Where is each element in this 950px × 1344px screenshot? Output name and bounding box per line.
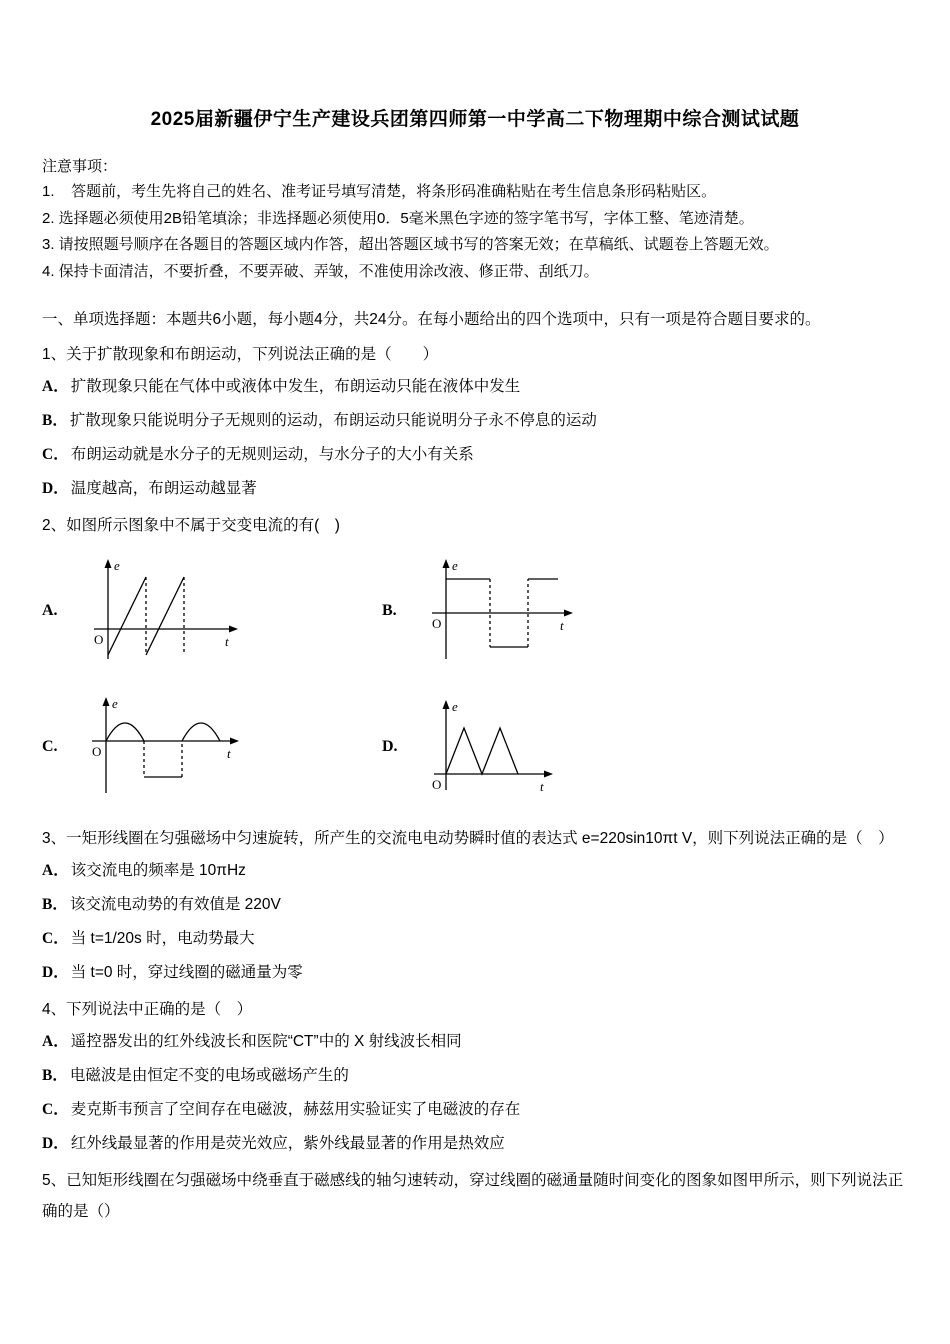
- q5-stem: 5、已知矩形线圈在匀强磁场中绕垂直于磁感线的轴匀速转动，穿过线圈的磁通量随时间变化的图象如图甲所示，则下列说法正确的是（）: [42, 1172, 904, 1220]
- e-axis-label: e: [114, 558, 120, 573]
- option-letter: A．: [42, 1033, 69, 1050]
- option-text: 布朗运动就是水分子的无规则运动，与水分子的大小有关系: [70, 446, 474, 463]
- q1-stem: 1、关于扩散现象和布朗运动，下列说法正确的是（ ）: [42, 346, 439, 363]
- option-letter: A．: [42, 862, 69, 879]
- q2-graphs: [42, 555, 908, 801]
- option-text: 扩散现象只能说明分子无规则的运动，布朗运动只能说明分子永不停息的运动: [69, 412, 597, 429]
- option-text: 扩散现象只能在气体中或液体中发生，布朗运动只能在液体中发生: [70, 378, 521, 395]
- q4-option-d: [42, 1127, 908, 1161]
- q1-option-a: [42, 370, 908, 404]
- option-text: 电磁波是由恒定不变的电场或磁场产生的: [69, 1067, 349, 1084]
- question-2: [42, 510, 908, 801]
- triangle-waveform-image: [424, 696, 564, 798]
- q2-graph-a: [42, 555, 382, 667]
- q3-option-c: [42, 922, 908, 956]
- option-letter: C．: [42, 930, 69, 947]
- q2-graph-c: [42, 693, 382, 801]
- e-axis-label: e: [112, 696, 118, 711]
- option-letter: B．: [42, 412, 68, 429]
- notice-item-3: 3. 请按照题号顺序在各题目的答题区域内作答，超出答题区域书写的答案无效；在草稿纸、试题卷上答题无效。: [42, 236, 779, 253]
- q1-option-b: [42, 404, 908, 438]
- origin-label: O: [92, 744, 102, 759]
- notice-item-1: 1. 答题前，考生先将自己的姓名、准考证号填写清楚，将条形码准确粘贴在考生信息条形码粘贴区。: [42, 183, 717, 200]
- option-letter: D．: [42, 480, 69, 497]
- question-1: [42, 339, 908, 506]
- e-axis-label: e: [452, 699, 458, 714]
- q2-graph-a-label: A.: [42, 602, 58, 619]
- q4-option-b: [42, 1059, 908, 1093]
- origin-label: O: [94, 632, 104, 647]
- notice-heading: 注意事项：: [42, 158, 118, 175]
- option-letter: D．: [42, 964, 69, 981]
- option-text: 该交流电的频率是 10πHz: [70, 862, 246, 879]
- option-letter: B．: [42, 1067, 68, 1084]
- q3-stem: 3、一矩形线圈在匀强磁场中匀速旋转，所产生的交流电电动势瞬时值的表达式 e=220sin10πt V，则下列说法正确的是（ ）: [42, 830, 894, 847]
- option-letter: D．: [42, 1135, 69, 1152]
- section1-heading: 一、单项选择题：本题共6小题，每小题4分，共24分。在每小题给出的四个选项中，只有一项是符合题目要求的。: [42, 311, 821, 328]
- square-waveform-image: [424, 555, 579, 667]
- option-text: 当 t=0 时，穿过线圈的磁通量为零: [70, 964, 303, 981]
- q1-option-c: [42, 438, 908, 472]
- q2-graph-d: [382, 693, 722, 801]
- option-letter: C．: [42, 446, 69, 463]
- notice-item-4: 4. 保持卡面清洁，不要折叠，不要弄破、弄皱，不准使用涂改液、修正带、刮纸刀。: [42, 262, 599, 280]
- t-axis-label: t: [560, 618, 564, 633]
- notice-item-2: 2. 选择题必须使用2B铅笔填涂；非选择题必须使用0．5毫米黑色字迹的签字笔书写，字体工整、笔迹清楚。: [42, 209, 754, 227]
- option-text: 温度越高，布朗运动越显著: [70, 480, 257, 497]
- q4-option-c: [42, 1093, 908, 1127]
- option-text: 遥控器发出的红外线波长和医院“CT”中的 X 射线波长相同: [70, 1033, 462, 1050]
- q3-option-a: [42, 854, 908, 888]
- option-text: 当 t=1/20s 时，电动势最大: [70, 930, 255, 947]
- q3-option-b: [42, 888, 908, 922]
- q2-graph-c-label: C.: [42, 738, 58, 755]
- question-3: [42, 823, 908, 990]
- sawtooth-waveform-image: [84, 555, 249, 667]
- option-letter: A．: [42, 378, 69, 395]
- option-text: 该交流电动势的有效值是 220V: [69, 896, 281, 913]
- origin-label: O: [432, 616, 442, 631]
- q3-option-d: [42, 956, 908, 990]
- q2-stem: 2、如图所示图象中不属于交变电流的有( ): [42, 517, 340, 534]
- t-axis-label: t: [225, 634, 229, 649]
- t-axis-label: t: [227, 746, 231, 761]
- e-axis-label: e: [452, 558, 458, 573]
- question-5: [42, 1165, 908, 1227]
- q4-stem: 4、下列说法中正确的是（ ）: [42, 1001, 253, 1018]
- question-4: [42, 994, 908, 1161]
- sine-hump-waveform-image: [84, 693, 249, 801]
- q2-graph-b-label: B.: [382, 602, 397, 619]
- paper-title: 2025届新疆伊宁生产建设兵团第四师第一中学高二下物理期中综合测试试题: [150, 109, 800, 130]
- q1-option-d: [42, 472, 908, 506]
- option-letter: C．: [42, 1101, 69, 1118]
- notice-section: [42, 155, 908, 285]
- option-letter: B．: [42, 896, 68, 913]
- origin-label: O: [432, 777, 442, 792]
- option-text: 红外线最显著的作用是荧光效应，紫外线最显著的作用是热效应: [70, 1135, 505, 1152]
- q2-graph-b: [382, 555, 722, 667]
- option-text: 麦克斯韦预言了空间存在电磁波，赫兹用实验证实了电磁波的存在: [70, 1101, 521, 1118]
- t-axis-label: t: [540, 779, 544, 794]
- q2-graph-d-label: D.: [382, 738, 398, 755]
- q4-option-a: [42, 1025, 908, 1059]
